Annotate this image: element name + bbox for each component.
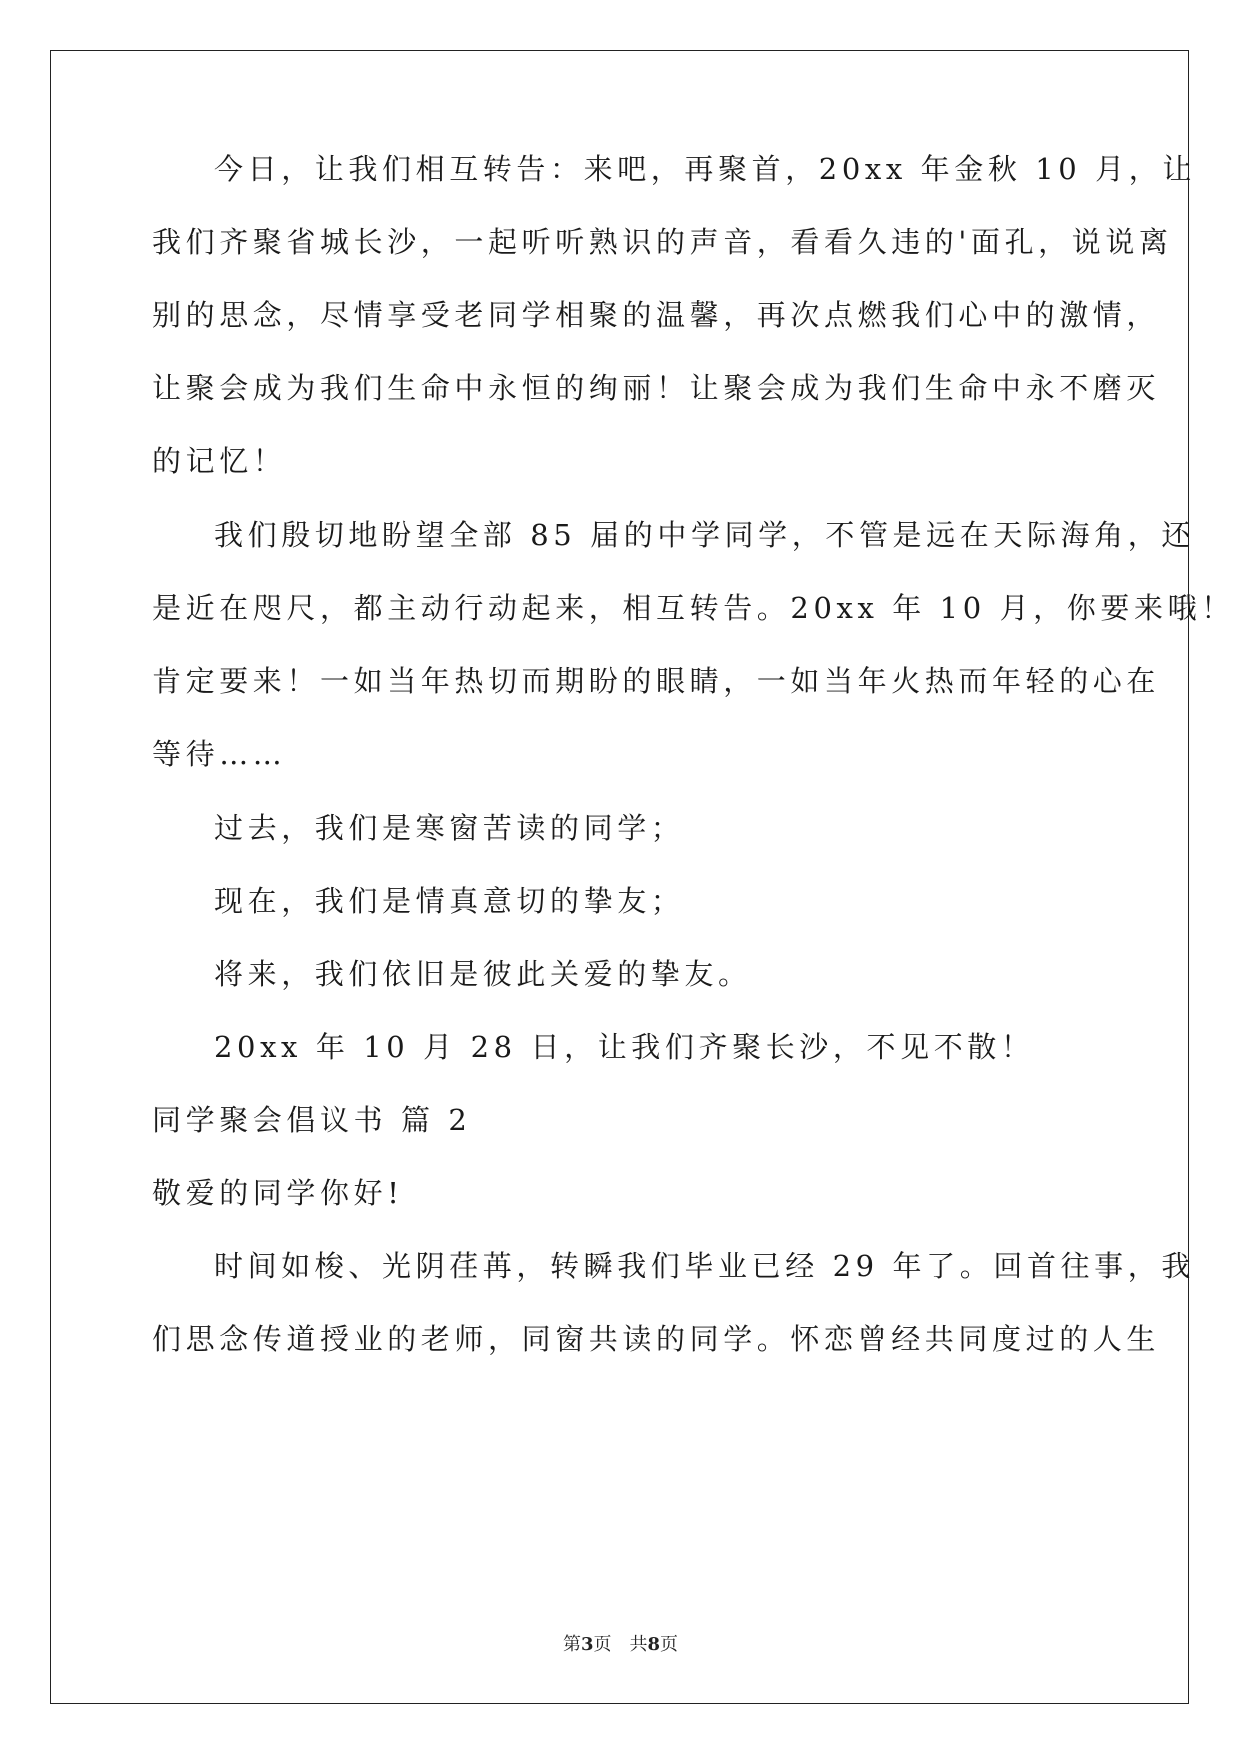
paragraph-line: 现在，我们是情真意切的挚友；: [214, 884, 685, 918]
paragraph-line: 别的思念，尽情享受老同学相聚的温馨，再次点燃我们心中的激情，: [152, 298, 1161, 332]
paragraph-line: 时间如梭、光阴荏苒，转瞬我们毕业已经 29 年了。回首往事，我: [214, 1249, 1195, 1283]
paragraph-line: 20xx 年 10 月 28 日，让我们齐聚长沙，不见不散！: [214, 1030, 1035, 1064]
paragraph-line: 将来，我们依旧是彼此关爱的挚友。: [214, 957, 752, 991]
footer-prefix: 第: [562, 1634, 581, 1655]
current-page-number: 3: [580, 1634, 594, 1655]
paragraph-line: 等待……: [152, 737, 287, 771]
paragraph-line: 今日，让我们相互转告：来吧，再聚首，20xx 年金秋 10 月，让: [214, 152, 1196, 186]
paragraph-line: 我们殷切地盼望全部 85 届的中学同学，不管是远在天际海角，还: [214, 518, 1195, 552]
paragraph-line: 过去，我们是寒窗苦读的同学；: [214, 811, 685, 845]
page-footer: [0, 1630, 1241, 1656]
paragraph-line: 我们齐聚省城长沙，一起听听熟识的声音，看看久违的'面孔，说说离: [152, 225, 1173, 259]
salutation: 敬爱的同学你好!: [152, 1176, 404, 1210]
paragraph-line: 肯定要来！一如当年热切而期盼的眼睛，一如当年火热而年轻的心在: [152, 664, 1161, 698]
section-heading: 同学聚会倡议书 篇 2: [152, 1103, 472, 1137]
paragraph-line: 让聚会成为我们生命中永恒的绚丽！让聚会成为我们生命中永不磨灭: [152, 371, 1161, 405]
footer-suffix: 页: [660, 1634, 679, 1655]
total-page-number: 8: [647, 1634, 661, 1655]
footer-middle: 页 共: [593, 1634, 648, 1655]
paragraph-line: 们思念传道授业的老师，同窗共读的同学。怀恋曾经共同度过的人生: [152, 1322, 1161, 1356]
paragraph-line: 是近在咫尺，都主动行动起来，相互转告。20xx 年 10 月，你要来哦！: [152, 591, 1235, 625]
paragraph-line: 的记忆！: [152, 444, 287, 478]
